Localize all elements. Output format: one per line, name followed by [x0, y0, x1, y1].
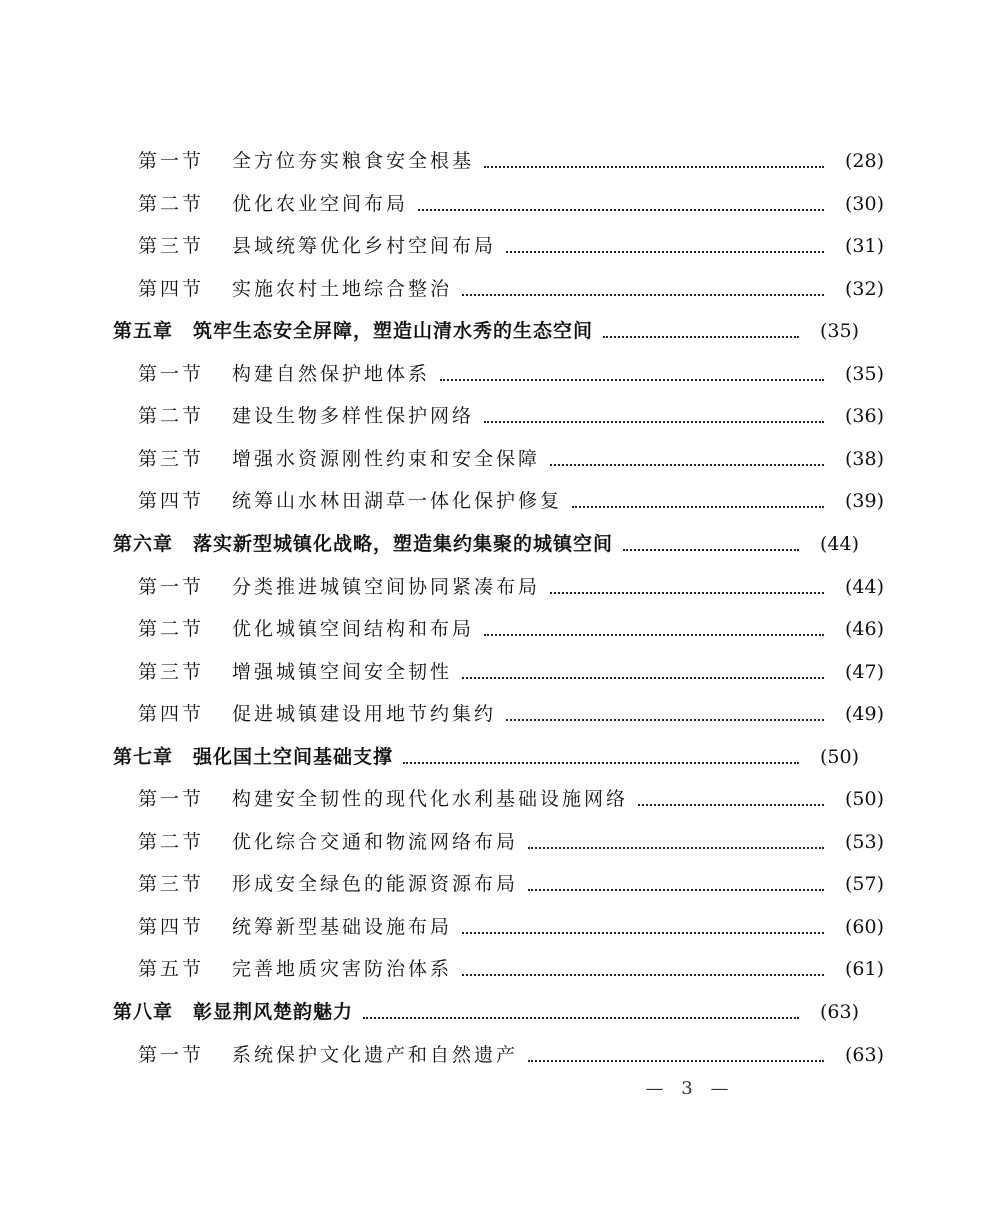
toc-section-entry[interactable] — [0, 186, 998, 222]
dot-leader — [528, 1060, 824, 1062]
dot-leader — [506, 251, 824, 253]
toc-entry-page: (31) — [844, 235, 884, 258]
toc-entry-title: 形成安全绿色的能源资源布局 — [232, 873, 519, 896]
toc-entry-page: (63) — [819, 1001, 859, 1023]
toc-entry-label: 第五节 — [138, 958, 205, 981]
toc-section-entry[interactable] — [0, 951, 998, 987]
toc-entry-page: (49) — [844, 703, 884, 726]
toc-entry-title: 完善地质灾害防治体系 — [232, 958, 453, 981]
dot-leader — [363, 1017, 799, 1019]
toc-section-entry[interactable] — [0, 398, 998, 434]
toc-entry-page: (44) — [819, 532, 859, 555]
toc-entry-title: 县域统筹优化乡村空间布局 — [232, 235, 497, 258]
toc-entry-page: (44) — [844, 575, 884, 598]
toc-section-entry[interactable] — [0, 909, 998, 945]
toc-entry-page: (46) — [844, 618, 884, 641]
toc-entry-page: (57) — [844, 873, 884, 896]
toc-section-entry[interactable] — [0, 1037, 998, 1073]
toc-section-entry[interactable] — [0, 569, 998, 605]
toc-entry-page: (50) — [819, 745, 859, 768]
toc-entry-title: 统筹山水林田湖草一体化保护修复 — [232, 490, 563, 513]
toc-section-entry[interactable] — [0, 483, 998, 519]
toc-entry-title: 实施农村土地综合整治 — [232, 277, 453, 300]
toc-entry-label: 第二节 — [138, 192, 205, 215]
toc-entry-title: 优化城镇空间结构和布局 — [232, 618, 475, 641]
toc-entry-page: (60) — [844, 915, 884, 938]
toc-entry-page: (63) — [844, 1043, 884, 1066]
toc-entry-label: 第一节 — [138, 575, 205, 598]
toc-entry-label: 第二节 — [138, 405, 205, 428]
toc-entry-title: 优化综合交通和物流网络布局 — [232, 830, 519, 853]
toc-chapter-entry[interactable] — [0, 313, 973, 349]
dot-leader — [462, 294, 824, 296]
dot-leader — [462, 932, 824, 934]
toc-entry-title: 强化国土空间基础支撑 — [193, 745, 394, 768]
toc-entry-label: 第四节 — [138, 490, 205, 513]
dot-leader — [528, 847, 824, 849]
toc-entry-label: 第一节 — [138, 788, 205, 811]
toc-entry-page: (35) — [844, 362, 884, 385]
toc-section-entry[interactable] — [0, 824, 998, 860]
dot-leader — [603, 336, 799, 338]
toc-entry-page: (53) — [844, 830, 884, 853]
toc-entry-page: (50) — [844, 788, 884, 811]
dot-leader — [506, 719, 824, 721]
toc-entry-page: (30) — [844, 192, 884, 215]
dot-leader — [623, 549, 799, 551]
toc-entry-title: 构建安全韧性的现代化水利基础设施网络 — [232, 788, 629, 811]
toc-entry-label: 第一节 — [138, 150, 205, 172]
toc-entry-label: 第四节 — [138, 915, 205, 938]
toc-entry-title: 筑牢生态安全屏障，塑造山清水秀的生态空间 — [193, 320, 594, 343]
dot-leader — [484, 166, 824, 168]
toc-entry-title: 建设生物多样性保护网络 — [232, 405, 475, 428]
toc-section-entry[interactable] — [0, 356, 998, 392]
dot-leader — [403, 762, 799, 764]
toc-entry-title: 促进城镇建设用地节约集约 — [232, 703, 497, 726]
dot-leader — [462, 677, 824, 679]
toc-entry-label: 第四节 — [138, 277, 205, 300]
dot-leader — [462, 974, 824, 976]
toc-section-entry[interactable] — [0, 228, 998, 264]
dot-leader — [550, 464, 824, 466]
toc-entry-label: 第三节 — [138, 447, 205, 470]
toc-entry-label: 第一节 — [138, 362, 205, 385]
toc-entry-title: 彰显荆风楚韵魅力 — [193, 1001, 354, 1023]
toc-entry-title: 统筹新型基础设施布局 — [232, 915, 453, 938]
dot-leader — [484, 421, 824, 423]
dot-leader — [550, 592, 824, 594]
toc-entry-label: 第二节 — [138, 618, 205, 641]
toc-entry-title: 全方位夯实粮食安全根基 — [232, 150, 475, 172]
toc-entry-label: 第三节 — [138, 873, 205, 896]
toc-entry-title: 落实新型城镇化战略，塑造集约集聚的城镇空间 — [193, 532, 614, 555]
toc-entry-page: (28) — [844, 150, 884, 172]
toc-section-entry[interactable] — [0, 696, 998, 732]
toc-entry-title: 增强水资源刚性约束和安全保障 — [232, 447, 541, 470]
dot-leader — [572, 506, 824, 508]
toc-entry-label: 第五章 — [113, 320, 174, 343]
toc-entry-page: (38) — [844, 447, 884, 470]
dot-leader — [418, 209, 824, 211]
toc-chapter-entry[interactable] — [0, 994, 973, 1030]
toc-entry-label: 第七章 — [113, 745, 174, 768]
dot-leader — [528, 889, 824, 891]
toc-chapter-entry[interactable] — [0, 739, 973, 775]
toc-entry-page: (36) — [844, 405, 884, 428]
toc-entry-label: 第三节 — [138, 660, 205, 683]
toc-entry-label: 第八章 — [113, 1001, 174, 1023]
toc-section-entry[interactable] — [0, 271, 998, 307]
toc-section-entry[interactable] — [0, 866, 998, 902]
dot-leader — [638, 804, 824, 806]
toc-section-entry[interactable] — [0, 654, 998, 690]
toc-entry-label: 第四节 — [138, 703, 205, 726]
toc-entry-title: 系统保护文化遗产和自然遗产 — [232, 1043, 519, 1066]
toc-entry-title: 构建自然保护地体系 — [232, 362, 431, 385]
toc-entry-label: 第一节 — [138, 1043, 205, 1066]
toc-section-entry[interactable] — [0, 143, 998, 179]
toc-section-entry[interactable] — [0, 781, 998, 817]
dot-leader — [440, 379, 824, 381]
toc-entry-page: (32) — [844, 277, 884, 300]
toc-section-entry[interactable] — [0, 611, 998, 647]
dot-leader — [484, 634, 824, 636]
toc-entry-title: 分类推进城镇空间协同紧凑布局 — [232, 575, 541, 598]
toc-entry-label: 第二节 — [138, 830, 205, 853]
toc-entry-page: (61) — [844, 958, 884, 981]
toc-entry-page: (39) — [844, 490, 884, 513]
toc-entry-page: (35) — [819, 320, 859, 343]
toc-entry-page: (47) — [844, 660, 884, 683]
page-number: — 3 — — [645, 1078, 735, 1099]
toc-section-entry[interactable] — [0, 441, 998, 477]
toc-entry-title: 优化农业空间布局 — [232, 192, 409, 215]
toc-chapter-entry[interactable] — [0, 526, 973, 562]
toc-entry-title: 增强城镇空间安全韧性 — [232, 660, 453, 683]
toc-entry-label: 第六章 — [113, 532, 174, 555]
toc-entry-label: 第三节 — [138, 235, 205, 258]
